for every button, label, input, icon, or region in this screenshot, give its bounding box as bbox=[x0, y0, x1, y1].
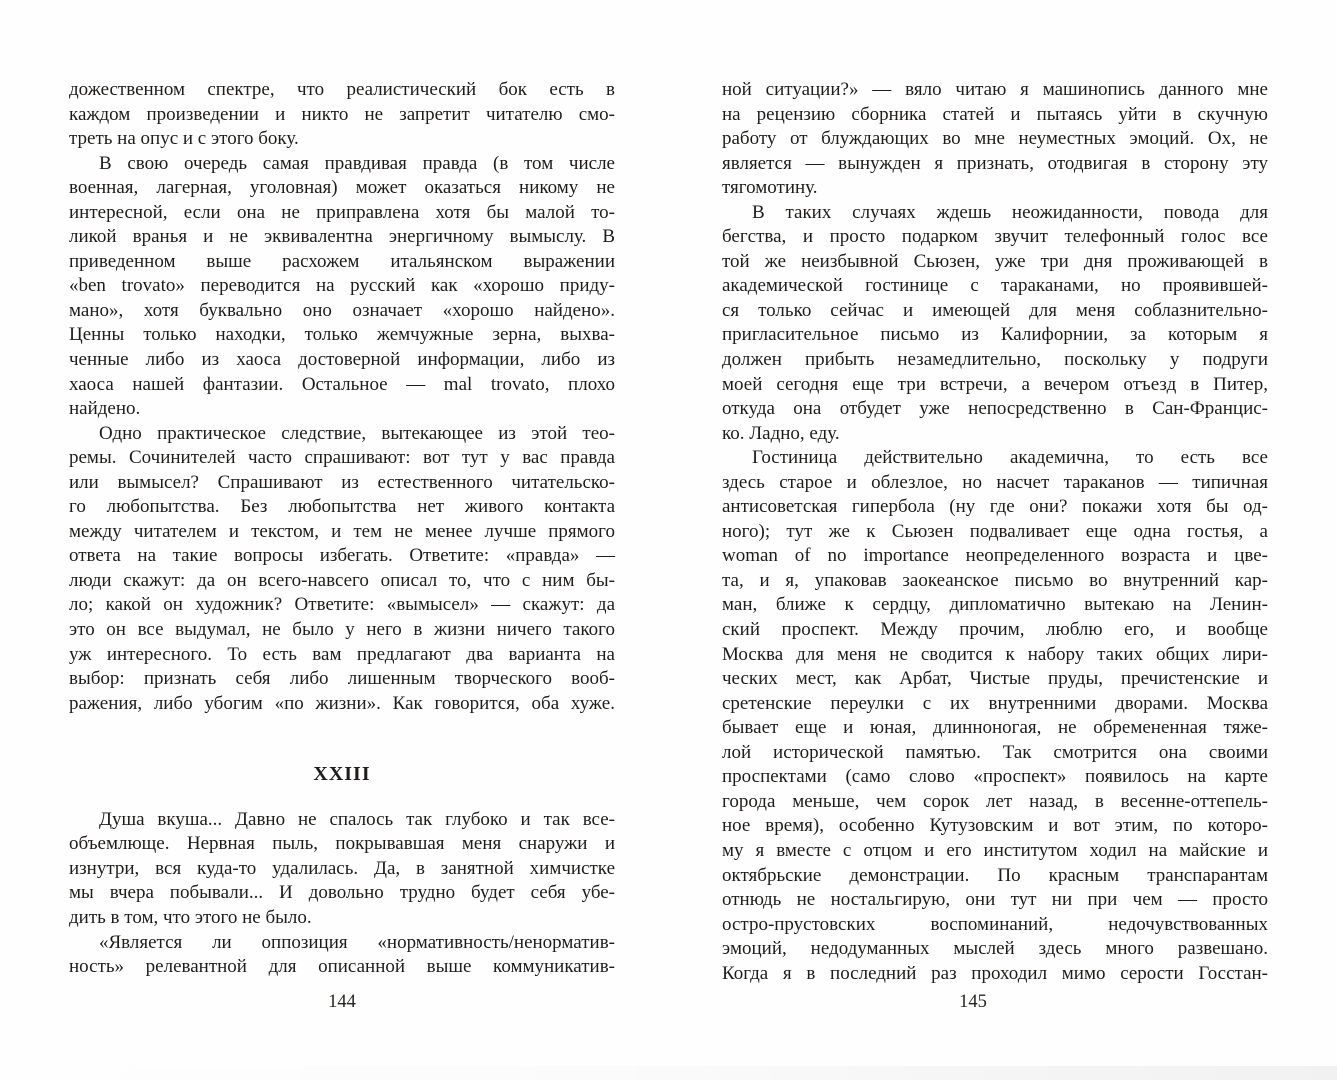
text-line: ликой вранья и не эквивалентна энергичному вымыслу. В bbox=[69, 226, 615, 248]
text-line: ремы. Сочинителей часто спрашивают: вот тут у вас правда bbox=[69, 447, 615, 469]
text-line: ко. Ладно, еду. bbox=[722, 422, 840, 444]
text-line: остро-прустовских воспоминаний, недочувствованных bbox=[722, 913, 1268, 935]
text-line: тягомотину. bbox=[722, 177, 818, 199]
text-line: дожественном спектре, что реалистический бок есть в bbox=[69, 79, 615, 100]
text-line: сретенские переулки с их внутренними дворами. Москва bbox=[722, 692, 1268, 714]
text-line: моей сегодня еще три встречи, а вечером отъезд в Питер, bbox=[722, 373, 1268, 395]
text-line: должен прибыть незамедлительно, поскольку у подруги bbox=[722, 349, 1268, 371]
text-line: Когда я в последний раз проходил мимо серости Госстан- bbox=[722, 962, 1268, 984]
text-line: ман, ближе к сердцу, дипломатично вытекаю на Ленин- bbox=[722, 594, 1268, 616]
text-line: хаоса нашей фантазии. Остальное — mal trovato, плохо bbox=[69, 373, 615, 395]
text-line: ответа на такие вопросы избегать. Ответите: «правда» — bbox=[69, 545, 615, 567]
text-line: та, и я, упаковав заокеанское письмо во внутренний кар- bbox=[722, 569, 1268, 591]
page-number-left: 144 bbox=[328, 992, 356, 1012]
page-right-text-block bbox=[722, 78, 1268, 986]
text-line: ного); тут же к Сьюзен подваливает еще одна гостья, а bbox=[722, 520, 1268, 542]
text-line: woman of no importance неопределенного возраста и цве- bbox=[722, 545, 1268, 567]
text-line: отнюдь не ностальгирую, они тут ни при чем — просто bbox=[722, 889, 1268, 911]
text-line: пригласительное письмо из Калифорнии, за которым я bbox=[722, 324, 1268, 346]
text-line: здесь старое и облезлое, но насчет тараканов — типичная bbox=[722, 471, 1268, 493]
text-line: Ценны только находки, только жемчужные зерна, выхва- bbox=[69, 324, 615, 346]
text-line: дить в том, что этого не было. bbox=[69, 906, 312, 928]
text-line: работу от блуждающих во мне неуместных эмоций. Ох, не bbox=[722, 128, 1268, 150]
text-line: Одно практическое следствие, вытекающее из этой тео- bbox=[99, 422, 615, 444]
text-line: уж интересного. То есть вам предлагают два варианта на bbox=[69, 643, 615, 665]
text-line: мано», хотя буквально оно означает «хорошо найдено». bbox=[69, 299, 615, 321]
text-line: В таких случаях ждешь неожиданности, повода для bbox=[752, 201, 1268, 223]
text-line: приведенном выше расхожем итальянском выражении bbox=[69, 250, 615, 272]
text-line: антисоветская гипербола (ну где они? покажи хотя бы од- bbox=[722, 496, 1268, 518]
page-number-right: 145 bbox=[959, 992, 987, 1012]
text-line: ческих мест, как Арбат, Чистые пруды, пречистенские и bbox=[722, 668, 1268, 690]
text-line: ский проспект. Между прочим, люблю его, и вообще bbox=[722, 619, 1268, 641]
text-line: Гостиница действительно академична, то есть все bbox=[752, 447, 1268, 469]
text-line: является — вынужден я признать, отодвигая в сторону эту bbox=[722, 152, 1268, 174]
text-line: мы вчера побывали... И довольно трудно будет себя убе- bbox=[69, 882, 615, 904]
text-line: бывает еще и юная, длинноногая, не обремененная тяже- bbox=[722, 717, 1268, 739]
text-line: «Является ли оппозиция «нормативность/ненорматив- bbox=[99, 931, 615, 953]
text-line: ное время), особенно Кутузовским и вот этим, по которо- bbox=[722, 815, 1268, 837]
text-line: ло; какой он художник? Ответите: «вымысел» — скажут: да bbox=[69, 594, 615, 616]
text-line: на рецензию сборника статей и пытаясь уйти в скучную bbox=[722, 103, 1268, 125]
text-line: выбор: признать себя либо лишенным творческого вооб- bbox=[69, 668, 615, 690]
text-line: проспектами (само слово «проспект» появилось на карте bbox=[722, 766, 1268, 788]
text-line: объемлюще. Нервная пыль, покрывавшая меня снаружи и bbox=[69, 833, 615, 855]
text-line: академической гостинице с тараканами, но проявившей- bbox=[722, 275, 1268, 297]
text-line: Душа вкуша... Давно не спалось так глубоко и так все- bbox=[99, 808, 615, 830]
text-line: Москва для меня не сводится к набору таких общих лири- bbox=[722, 643, 1268, 665]
text-line: между читателем и текстом, и тем не менее лучше прямого bbox=[69, 520, 615, 542]
text-line: той же неизбывной Сьюзен, уже три дня проживающей в bbox=[722, 250, 1268, 272]
text-line: откуда она отбудет уже непосредственно в Сан-Францис- bbox=[722, 398, 1268, 420]
text-line: В свою очередь самая правдивая правда (в том числе bbox=[99, 152, 615, 174]
text-line: это он все выдумал, не было у него в жизни ничего такого bbox=[69, 619, 615, 641]
text-line: каждом произведении и никто не запретит читателю смо- bbox=[69, 103, 615, 125]
text-line: лой исторической памятью. Так смотрится она своими bbox=[722, 741, 1268, 763]
text-line: бегства, и просто подарком звучит телефонный голос все bbox=[722, 226, 1268, 248]
text-line: или вымысел? Спрашивают из естественного читательско- bbox=[69, 471, 615, 493]
text-line: октябрьские демонстрации. По красным транспарантам bbox=[722, 864, 1268, 886]
text-line: военная, лагерная, уголовная) может оказаться никому не bbox=[69, 177, 615, 199]
page-left-text-block bbox=[69, 78, 615, 980]
text-line: интересной, если она не приправлена хотя бы малой то- bbox=[69, 201, 615, 223]
text-line: люди скажут: да он всего-навсего описал то, что с ним бы- bbox=[69, 569, 615, 591]
chapter-heading: XXIII bbox=[313, 763, 371, 786]
text-line: треть на опус и с этого боку. bbox=[69, 128, 299, 150]
text-line: найдено. bbox=[69, 398, 141, 420]
text-line: го любопытства. Без любопытства нет живого контакта bbox=[69, 496, 615, 518]
text-line: города меньше, чем сорок лет назад, в весенне-оттепель- bbox=[722, 790, 1268, 812]
text-line: «ben trovato» переводится на русский как «хорошо приду- bbox=[69, 275, 615, 297]
text-line: ся только сейчас и имеющей для меня соблазнительно- bbox=[722, 299, 1268, 321]
text-line: эмоций, недодуманных мыслей здесь много развешано. bbox=[722, 938, 1268, 960]
text-line: изнутри, вся куда-то удалилась. Да, в занятной химчистке bbox=[69, 857, 615, 879]
text-line: ражения, либо убогим «по жизни». Как говорится, оба хуже. bbox=[69, 692, 615, 714]
text-line: ченные либо из хаоса достоверной информации, либо из bbox=[69, 349, 615, 371]
text-line: ность» релевантной для описанной выше коммуникатив- bbox=[69, 956, 615, 978]
text-line: ной ситуации?» — вяло читаю я машинопись данного мне bbox=[722, 79, 1268, 100]
scan-edge-shadow bbox=[0, 1066, 1337, 1080]
text-line: му я вместе с отцом и его институтом ходил на майские и bbox=[722, 839, 1268, 861]
